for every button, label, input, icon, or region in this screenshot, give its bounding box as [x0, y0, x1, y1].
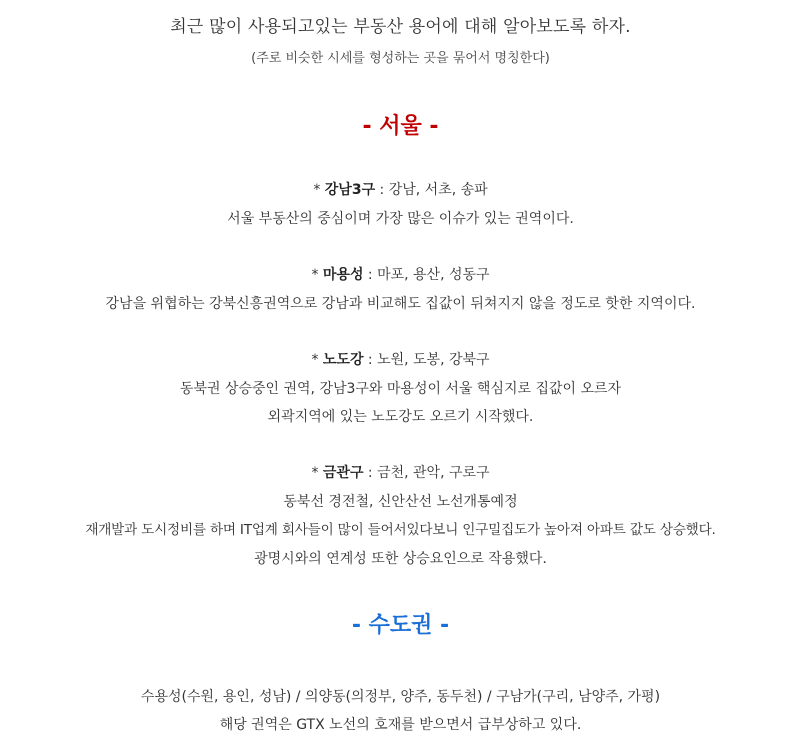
group-title-mayongseong: * 마용성 : 마포, 용산, 성동구 — [311, 267, 490, 283]
group-desc-line: 외곽지역에 있는 노도강도 오르기 시작했다. — [267, 409, 534, 425]
metro-line: 수용성(수원, 용인, 성남) / 의양동(의정부, 양주, 동두천) / 구남가(구리, 남양주, 가평) — [140, 689, 661, 705]
group-title-nodogang: * 노도강 : 노원, 도봉, 강북구 — [311, 352, 490, 368]
group-areas: : 마포, 용산, 성동구 — [363, 267, 490, 283]
intro-title: 최근 많이 사용되고있는 부동산 용어에 대해 알아보도록 하자. — [170, 17, 631, 37]
group-name: 강남3구 — [324, 182, 376, 198]
group-title-gangnam3gu: * 강남3구 : 강남, 서초, 송파 — [313, 182, 488, 198]
section-heading-seoul: - 서울 - — [362, 114, 439, 139]
group-areas: : 금천, 관악, 구로구 — [363, 465, 490, 481]
group-name: 마용성 — [322, 267, 364, 283]
group-areas: : 노원, 도봉, 강북구 — [363, 352, 490, 368]
section-heading-metro: - 수도권 - — [351, 613, 450, 638]
group-title-geumgwangu: * 금관구 : 금천, 관악, 구로구 — [311, 465, 490, 481]
group-name: 금관구 — [322, 465, 364, 481]
group-name: 노도강 — [322, 352, 364, 368]
metro-line: 해당 권역은 GTX 노선의 호재를 받으면서 급부상하고 있다. — [219, 717, 582, 733]
group-desc-line: 동북권 상승중인 권역, 강남3구와 마용성이 서울 핵심지로 집값이 오르자 — [179, 381, 622, 397]
group-desc-line: 광명시와의 연계성 또한 상승요인으로 작용했다. — [254, 551, 547, 567]
intro-subtitle: (주로 비슷한 시세를 형성하는 곳을 묶어서 명칭한다) — [251, 51, 550, 66]
group-areas: : 강남, 서초, 송파 — [375, 182, 488, 198]
group-desc-line: 서울 부동산의 중심이며 가장 많은 이슈가 있는 권역이다. — [227, 211, 574, 227]
group-desc-line: 동북선 경전철, 신안산선 노선개통예정 — [283, 494, 518, 510]
group-desc-line: 강남을 위협하는 강북신흥권역으로 강남과 비교해도 집값이 뒤쳐지지 않을 정도로 핫한 지역이다. — [105, 296, 696, 312]
group-desc-line: 재개발과 도시정비를 하며 IT업계 회사들이 많이 들어서있다보니 인구밀집도가 높아져 아파트 값도 상승했다. — [85, 522, 716, 538]
